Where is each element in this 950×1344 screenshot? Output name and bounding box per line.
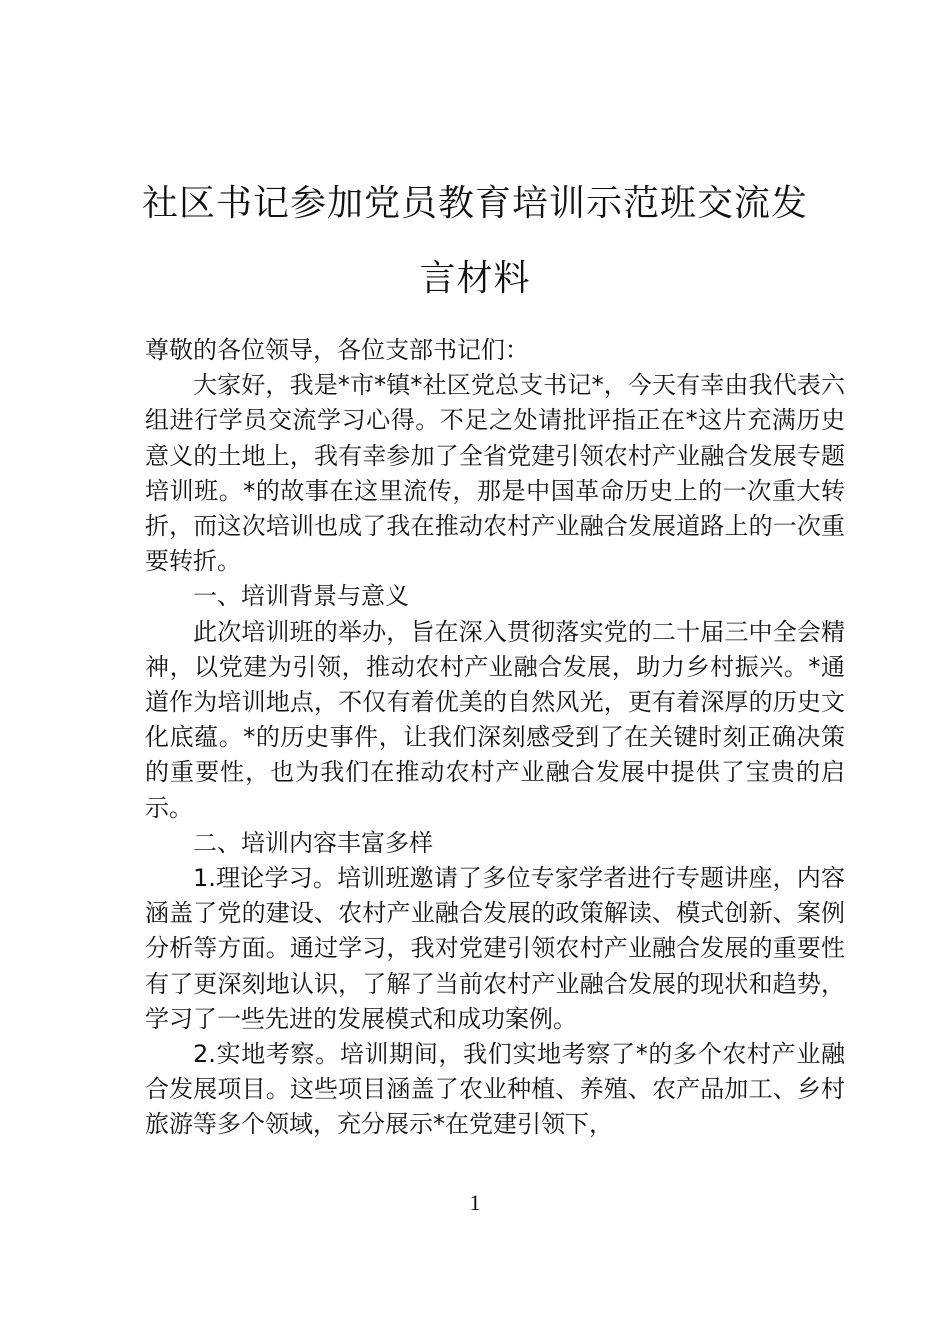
section-heading-background: 一、培训背景与意义 bbox=[193, 582, 409, 611]
paragraph-field-visit: 2.实地考察。培训期间，我们实地考察了*的多个农村产业融合发展项目。这些项目涵盖了农业种植、养殖、农产品加工、乡村旅游等多个领域，充分展示*在党建引领下， bbox=[145, 1040, 845, 1139]
paragraph-background: 此次培训班的举办，旨在深入贯彻落实党的二十届三中全会精神，以党建为引领，推动农村产业融合发展，助力乡村振兴。*通道作为培训地点，不仅有着优美的自然风光，更有着深厚的历史文化底蕴。*的历史事件，让我们深刻感受到了在关键时刻正确决策的重要性，也为我们在推动农村产业融合发展中提供了宝贵的启示。 bbox=[145, 617, 845, 822]
paragraph-theory-study: 1.理论学习。培训班邀请了多位专家学者进行专题讲座，内容涵盖了党的建设、农村产业融合发展的政策解读、模式创新、案例分析等方面。通过学习，我对党建引领农村产业融合发展的重要性有了更深刻地认识，了解了当前农村产业融合发展的现状和趋势，学习了一些先进的发展模式和成功案例。 bbox=[145, 864, 845, 1033]
paragraph-introduction: 大家好，我是*市*镇*社区党总支书记*，今天有幸由我代表六组进行学员交流学习心得。不足之处请批评指正在*这片充满历史意义的土地上，我有幸参加了全省党建引领农村产业融合发展专题培训班。*的故事在这里流传，那是中国革命历史上的一次重大转折，而这次培训也成了我在推动农村产业融合发展道路上的一次重要转折。 bbox=[145, 371, 845, 576]
page-number: 1 bbox=[469, 1190, 481, 1215]
document-title: 社区书记参加党员教育培训示范班交流发言材料 bbox=[141, 183, 808, 299]
document-body bbox=[145, 333, 845, 1143]
section-heading-content: 二、培训内容丰富多样 bbox=[193, 828, 433, 857]
greeting-line: 尊敬的各位领导，各位支部书记们： bbox=[145, 336, 529, 364]
